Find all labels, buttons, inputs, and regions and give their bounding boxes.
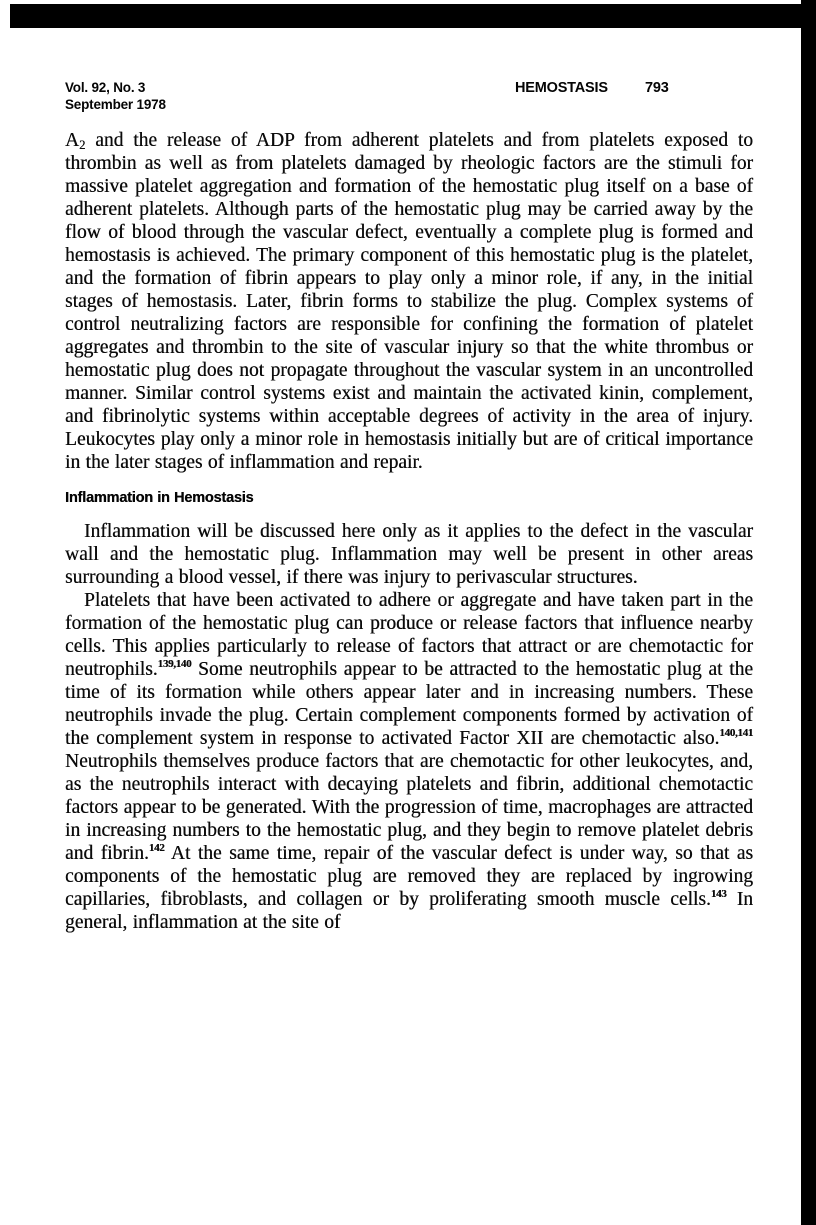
scan-artifact-right-bar (801, 0, 816, 1225)
page-number: 793 (645, 80, 669, 96)
paragraph: Platelets that have been activated to adhere or aggregate and have taken part in the formation of the hemostatic plug can produce or release factors that influence nearby cells. This applies particularly to release of factors that attract or are chemotactic for neutrophils.$^{139,140}$ Some neutrophils appear to be attracted to the hemostatic plug at the time of its formation while others appear later and in increasing numbers. These neutrophils invade the plug. Certain complement components formed by activation of the complement system in response to activated Factor XII are chemotactic also.$^{140,141}$ Neutrophils themselves produce factors that are chemotactic for other leukocytes, and, as the neutrophils interact with decaying platelets and fibrin, additional chemotactic factors appear to be generated. With the progression of time, macrophages are attracted in increasing numbers to the hemostatic plug, and they begin to remove platelet debris and fibrin.$^{142}$ At the same time, repair of the vascular defect is under way, so that as components of the hemostatic plug are removed they are replaced by ingrowing capillaries, fibroblasts, and collagen or by proliferating smooth muscle cells.$^{143}$ In general, inflammation at the site of (65, 590, 754, 933)
volume-line: Vol. 92, No. 3 (65, 80, 146, 95)
running-title: HEMOSTASIS (515, 80, 608, 96)
reference-superscript: 142 (148, 841, 165, 854)
scan-artifact-top-bar (10, 4, 816, 28)
journal-header (65, 80, 752, 116)
chemical-subscript: 2 (79, 138, 86, 153)
paragraph: Inflammation will be discussed here only as it applies to the defect in the vascular wall and the hemostatic plug. Inflammation may well be present in other areas surrounding a blood vessel, if there was injury to perivascular structures. (65, 521, 753, 588)
reference-superscript: 143 (710, 887, 727, 900)
reference-superscript: 139,140 (157, 657, 192, 670)
paragraph: $A_2$ and the release of ADP from adherent platelets and from platelets exposed to thrombin as well as from platelets damaged by rheologic factors are the stimuli for massive platelet aggregation and formation of the hemostatic plug itself on a base of adherent platelets. Although parts of the hemostatic plug may be carried away by the flow of blood through the vascular defect, eventually a complete plug is formed and hemostasis is achieved. The primary component of this hemostatic plug is the platelet, and the formation of fibrin appears to play only a minor role, if any, in the initial stages of hemostasis. Later, fibrin forms to stabilize the plug. Complex systems of control neutralizing factors are responsible for confining the formation of platelet aggregates and thrombin to the site of vascular injury so that the white thrombus or hemostatic plug does not propagate throughout the vascular system in an uncontrolled manner. Similar control systems exist and maintain the activated kinin, complement, and fibrinolytic systems within acceptable degrees of activity in the area of injury. Leukocytes play only a minor role in hemostasis initially but are of critical importance in the later stages of inflammation and repair. (65, 130, 753, 473)
body-text (65, 129, 753, 934)
section-heading: Inflammation in Hemostasis (65, 490, 254, 506)
issue-info (65, 80, 166, 113)
date-line: September 1978 (65, 96, 166, 112)
reference-superscript: 140,141 (719, 726, 753, 739)
